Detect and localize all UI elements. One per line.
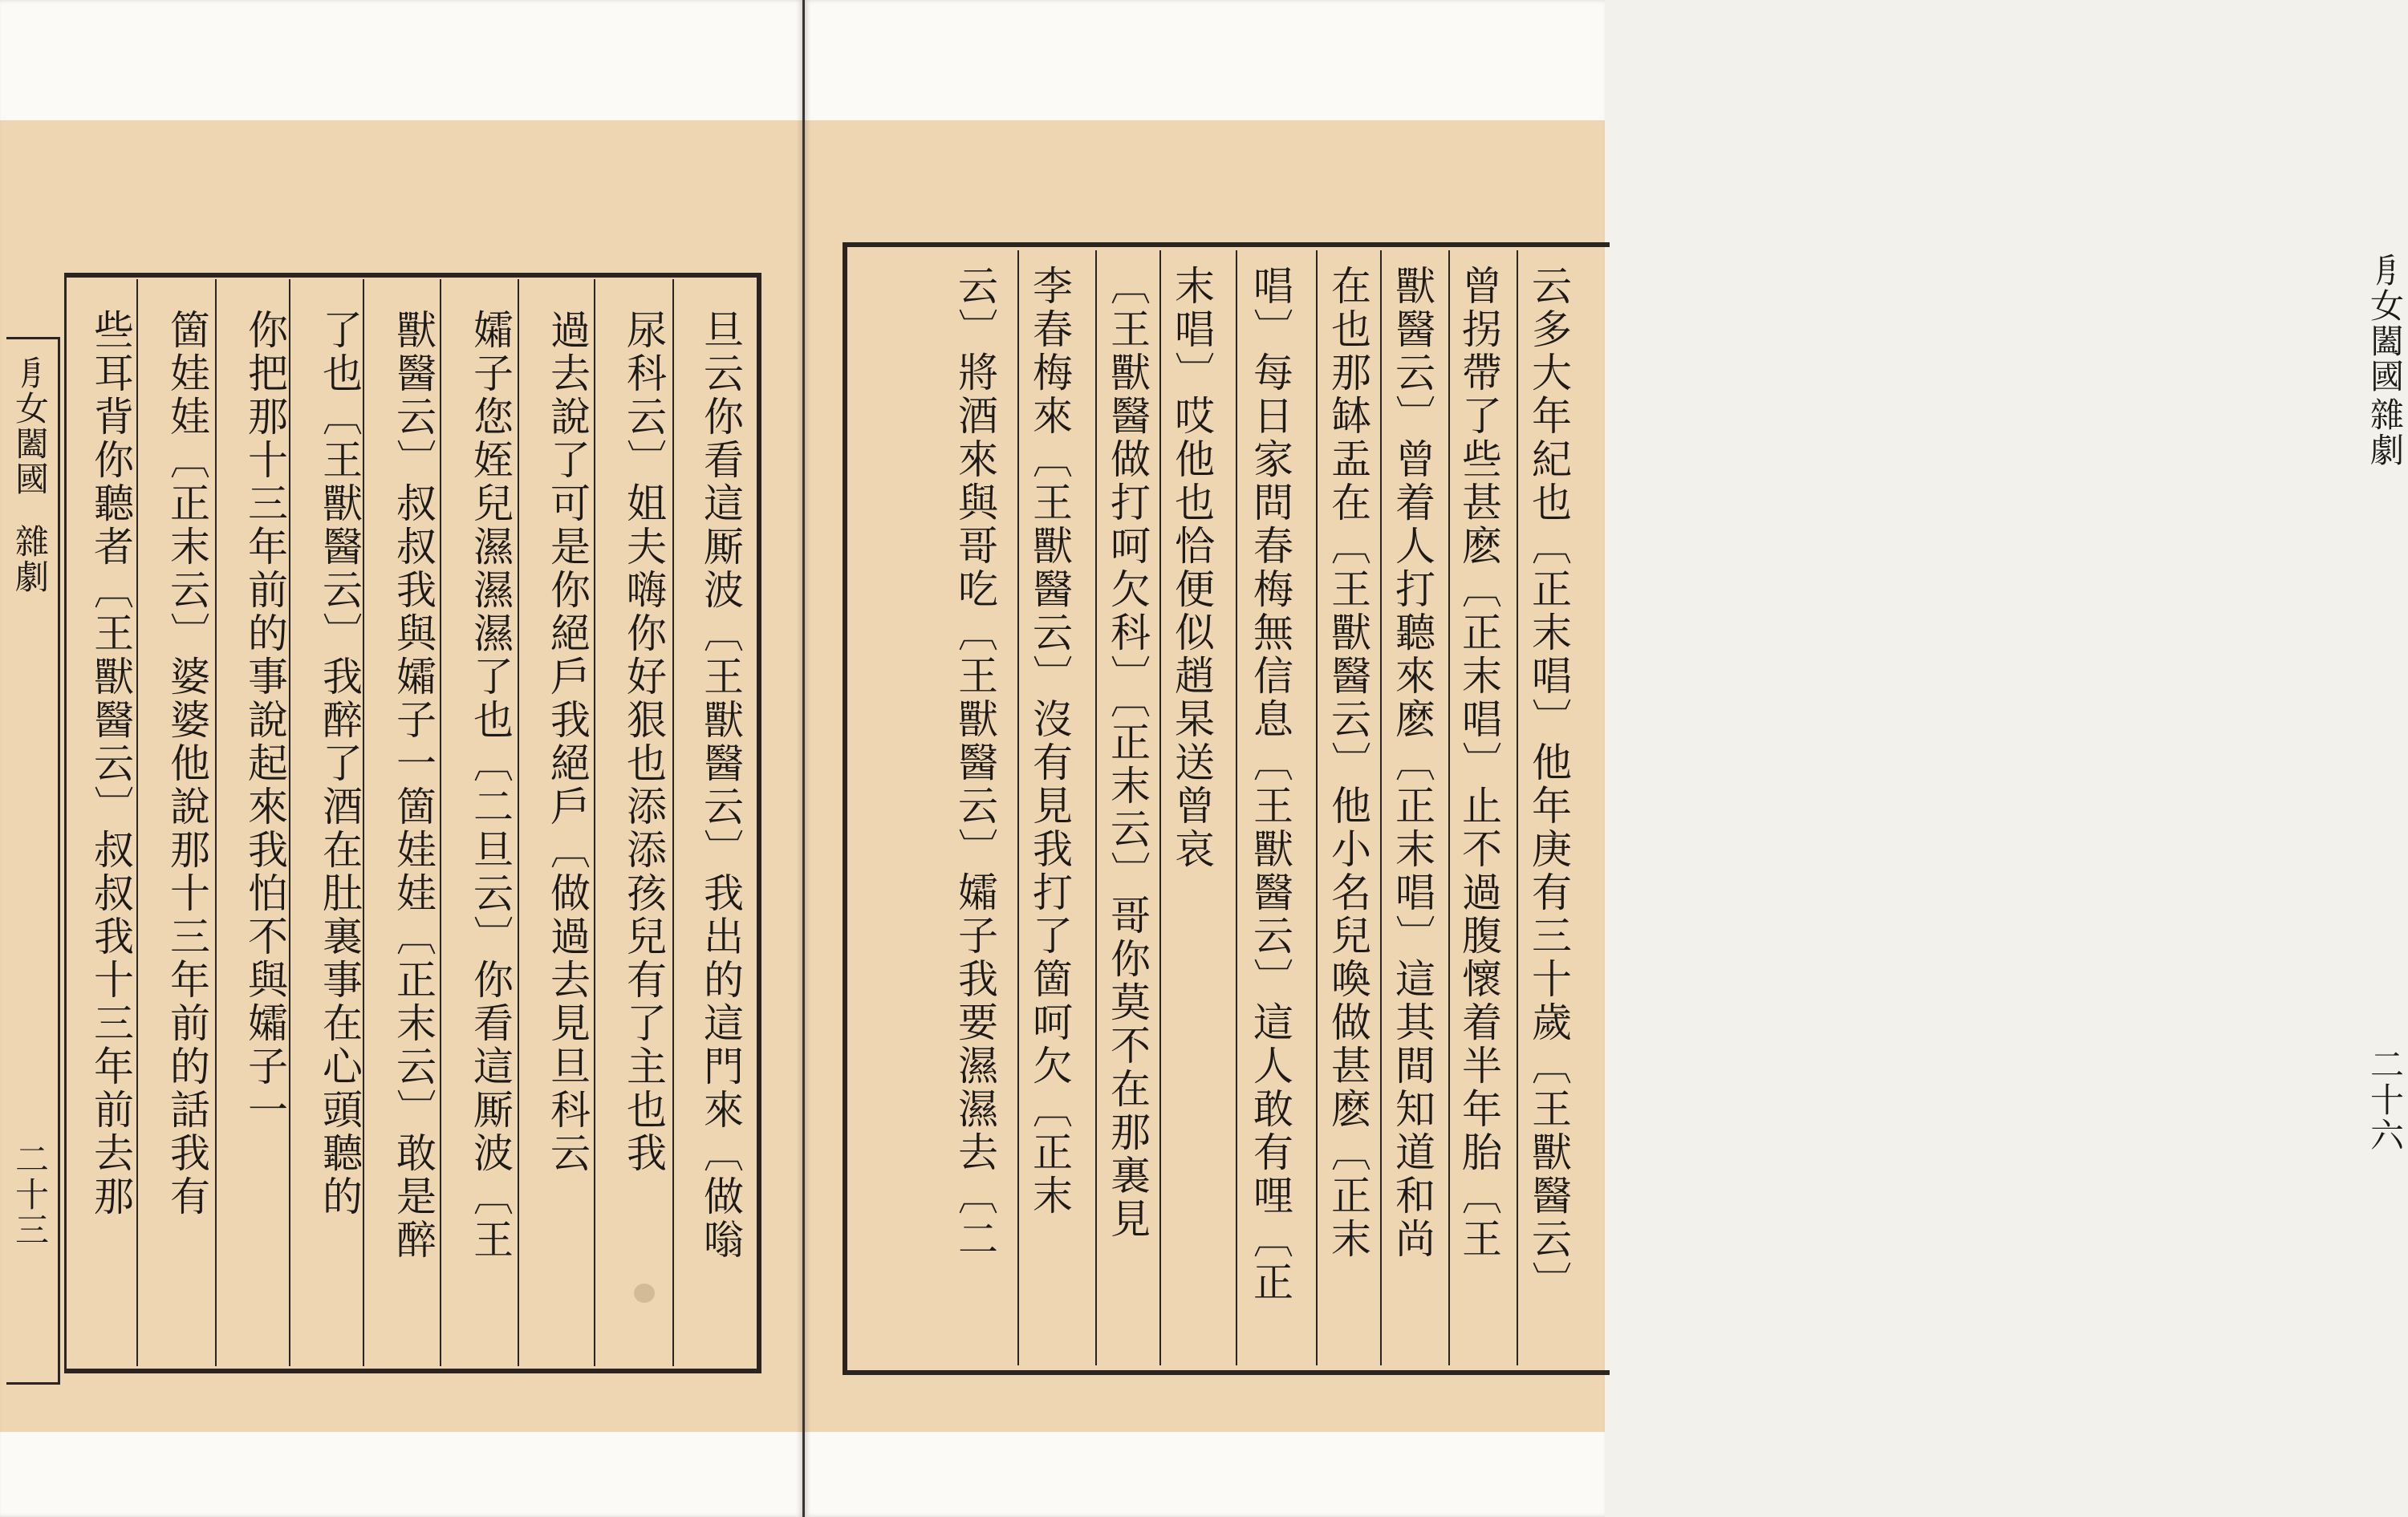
column-rule: [594, 279, 595, 1366]
right-margin-category: 雜劇: [2365, 397, 2405, 468]
right-margin-title: 㐆女闔國: [2365, 253, 2405, 394]
right-margin-strip: [2365, 245, 2408, 1191]
column-rule: [363, 279, 364, 1366]
column-rule: [1017, 250, 1019, 1365]
right-text-column-8: 李春梅來〔王獸醫云〕沒有見我打了箇呵欠〔正末: [1026, 265, 1073, 1218]
left-page: [0, 0, 802, 1517]
left-margin-title: 㐆女闔國: [10, 355, 50, 497]
column-rule: [215, 279, 217, 1366]
column-rule: [518, 279, 519, 1366]
right-text-column-9: 云〕將酒來與哥吃〔王獸醫云〕孀子我要濕濕去〔二: [952, 265, 998, 1261]
right-text-column-1: 云多大年紀也〔正末唱〕他年庚有三十歲〔王獸醫云〕: [1525, 265, 1572, 1304]
left-text-column-9: 些耳背你聽者〔王獸醫云〕叔叔我十三年前去那: [87, 309, 134, 1219]
right-text-column-3: 獸醫云〕曾着人打聽來麽〔正末唱〕這其間知道和尚: [1389, 265, 1435, 1261]
right-text-column-4: 在也那缽盂在〔王獸醫云〕他小名兒喚做甚麽〔正末: [1325, 265, 1371, 1261]
right-text-column-6: 末唱〕哎他也恰便似趙杲送曾哀: [1168, 265, 1215, 871]
column-rule: [1316, 250, 1318, 1365]
column-rule: [672, 279, 674, 1366]
left-text-column-5: 獸醫云〕叔叔我與孀子一箇娃娃〔正末云〕敢是醉: [390, 309, 437, 1262]
right-text-column-2: 曾拐帶了些甚麽〔正末唱〕止不過腹懷着半年胎〔王: [1456, 265, 1502, 1261]
right-margin-folio: 二十六: [2365, 1047, 2405, 1153]
column-rule: [1380, 250, 1382, 1365]
left-text-column-8: 箇娃娃〔正末云〕婆婆他說那十三年前的話我有: [164, 309, 210, 1219]
column-rule: [1095, 250, 1097, 1365]
left-margin-folio: 二十三: [10, 1142, 50, 1247]
column-rule: [289, 279, 290, 1366]
left-margin-category: 雜劇: [10, 524, 50, 594]
right-text-column-7: 〔王獸醫做打呵欠科〕〔正末云〕哥你莫不在那裏見: [1104, 265, 1151, 1241]
left-text-column-4: 孀子您姪兒濕濕濕了也〔二旦云〕你看這厮波〔王: [467, 309, 514, 1262]
left-text-column-6: 了也〔王獸醫云〕我醉了酒在肚裏事在心頭聽的: [316, 309, 363, 1219]
left-text-column-2: 尿科云〕姐夫嗨你好狠也添添孩兒有了主也我: [620, 309, 667, 1175]
column-rule: [136, 279, 138, 1366]
left-text-column-3: 過去說了可是你絕戶我絕戶〔做過去見旦科云: [544, 309, 591, 1175]
right-text-column-5: 唱〕每日家問春梅無信息〔王獸醫云〕這人敢有哩〔正: [1247, 265, 1293, 1304]
column-rule: [1448, 250, 1450, 1365]
column-rule: [1159, 250, 1161, 1365]
paper-stain: [634, 1284, 655, 1303]
column-rule: [440, 279, 441, 1366]
column-rule: [1236, 250, 1237, 1365]
left-text-column-1: 旦云你看這厮波〔王獸醫云〕我出的這門來〔做嗡: [697, 309, 744, 1262]
left-margin-strip: [6, 337, 60, 1385]
column-rule: [1517, 250, 1518, 1365]
left-text-column-7: 你把那十三年前的事說起來我怕不與孀子一: [242, 309, 288, 1132]
